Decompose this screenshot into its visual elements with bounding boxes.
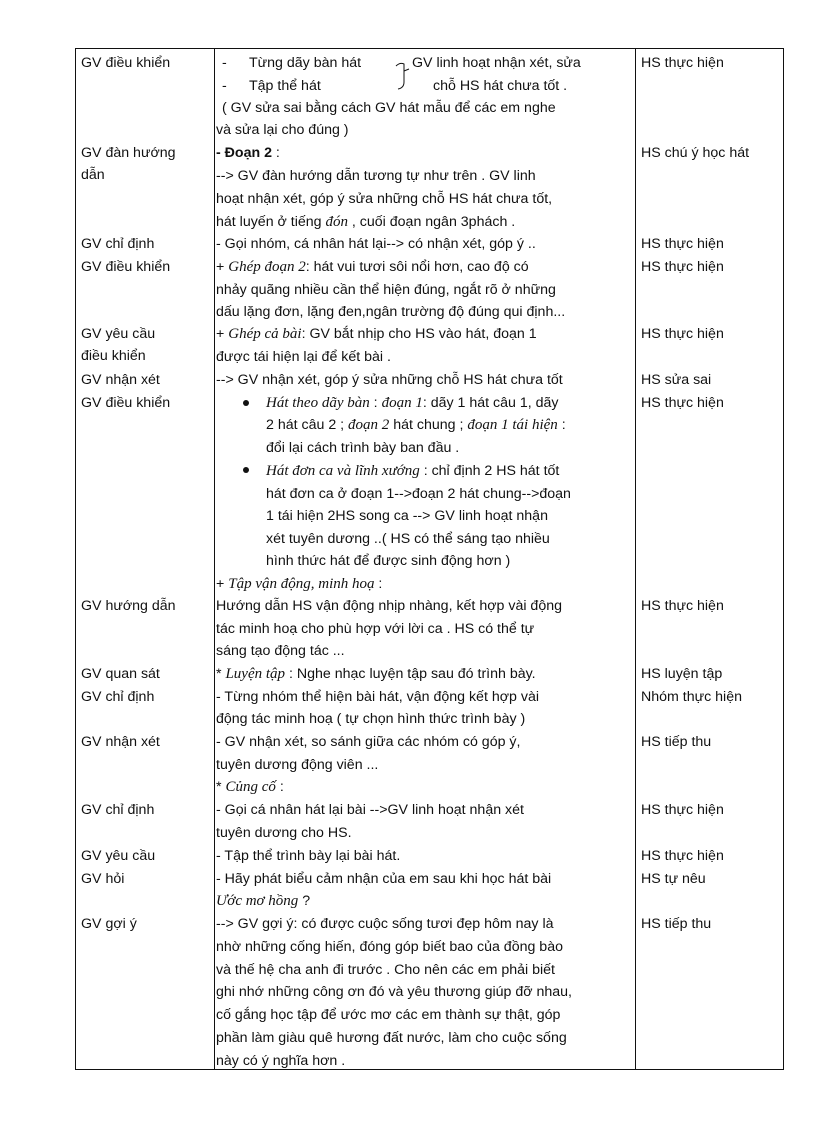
activity-text-line	[216, 822, 352, 844]
text-segment: : hát vui tươi sôi nổi hơn, cao độ có	[305, 259, 529, 275]
text-segment: --> GV gợi ý: có được cuộc sống tươi đẹp hôm nay là	[216, 916, 554, 932]
text-segment: *	[216, 779, 226, 795]
bullet-icon	[243, 400, 249, 406]
teacher-activity: GV điều khiển	[81, 395, 171, 411]
student-activity: HS tiếp thu	[641, 734, 712, 750]
text-segment: :	[275, 779, 284, 795]
student-activity: Nhóm thực hiện	[641, 689, 742, 705]
activity-text-line	[216, 799, 524, 821]
column-divider	[214, 49, 215, 1069]
text-segment: đón	[325, 214, 348, 230]
activity-text-line	[216, 731, 520, 753]
activity-text-line	[216, 708, 525, 730]
text-segment: :	[271, 145, 280, 161]
activity-text-line	[216, 165, 536, 187]
text-segment: +	[216, 576, 229, 592]
activity-text-line	[222, 75, 227, 97]
student-activity: HS chú ý học hát	[641, 145, 750, 161]
text-segment: nhảy quãng nhiều cần thể hiện đúng, ngắt rõ ở những	[216, 282, 556, 298]
activity-text-line	[216, 959, 555, 981]
text-segment: chỗ HS hát chưa tốt .	[433, 78, 568, 94]
text-segment: Hướng dẫn HS vận động nhịp nhàng, kết hợp vài động	[216, 598, 562, 614]
text-segment: hình thức hát để được sinh động hơn )	[266, 553, 511, 569]
activity-text-line	[216, 686, 539, 708]
text-segment: : GV bắt nhịp cho HS vào hát, đoạn 1	[301, 326, 537, 342]
activity-text-line	[216, 119, 349, 141]
text-segment: được tái hiện lại để kết bài .	[216, 349, 391, 365]
student-activity: HS thực hiện	[641, 326, 724, 342]
activity-text-line	[216, 1004, 560, 1026]
text-segment: Hát đơn ca và lĩnh xướng	[266, 463, 420, 479]
student-activity: HS thực hiện	[641, 236, 724, 252]
teacher-activity: GV nhận xét	[81, 734, 160, 750]
activity-text-line	[216, 618, 534, 640]
activity-text-line	[216, 323, 537, 345]
teacher-activity: GV nhận xét	[81, 372, 160, 388]
teacher-activity: GV hỏi	[81, 871, 125, 887]
teacher-activity: GV quan sát	[81, 666, 160, 682]
text-segment: và thế hệ cha anh đi trước . Cho nên các em phải biết	[216, 962, 556, 978]
activity-text-line	[216, 279, 556, 301]
text-segment: đoạn 2	[348, 417, 390, 433]
student-activity: HS tự nêu	[641, 871, 706, 887]
teacher-activity: GV đàn hướng	[81, 145, 176, 161]
text-segment: - GV nhận xét, so sánh giữa các nhóm có góp ý,	[216, 734, 521, 750]
activity-text-line	[216, 369, 563, 391]
text-segment: phần làm giàu quê hương đất nước, làm cho cuộc sống	[216, 1030, 567, 1046]
text-segment: GV linh hoạt nhận xét, sửa	[412, 55, 581, 71]
text-segment: Tập vận động, minh hoạ	[228, 576, 375, 592]
text-segment: : dãy 1 hát câu 1, dãy	[422, 395, 559, 411]
text-segment: Củng cố	[225, 779, 276, 795]
teacher-activity: GV yêu cầu	[81, 848, 156, 864]
activity-text-line	[222, 52, 227, 74]
text-segment: động tác minh hoạ ( tự chọn hình thức trình bày )	[216, 711, 526, 727]
text-segment: :	[369, 395, 382, 411]
teacher-activity: GV điều khiển	[81, 55, 171, 71]
activity-text-line	[266, 414, 566, 436]
activity-text-line	[266, 483, 571, 505]
student-activity: HS thực hiện	[641, 55, 724, 71]
activity-text-line	[249, 75, 321, 97]
text-segment: - Hãy phát biểu cảm nhận của em sau khi học hát bài	[216, 871, 552, 887]
text-segment: -	[222, 78, 227, 94]
text-segment: Hát theo dãy bàn	[266, 395, 370, 411]
text-segment: +	[216, 259, 229, 275]
activity-text-line	[266, 550, 510, 572]
text-segment: hát luyến ở tiếng	[216, 214, 326, 230]
activity-text-line	[216, 595, 562, 617]
text-segment: này có ý nghĩa hơn .	[216, 1053, 346, 1069]
text-segment: ghi nhớ những công ơn đó và yêu thương giúp đỡ nhau,	[216, 984, 572, 1000]
text-segment: +	[216, 326, 229, 342]
text-segment: - Từng nhóm thể hiện bài hát, vận động kết hợp vài	[216, 689, 539, 705]
text-segment: : chỉ định 2 HS hát tốt	[419, 463, 560, 479]
activity-text-line	[216, 188, 552, 210]
teacher-activity: điều khiển	[81, 348, 146, 364]
activity-text-line	[266, 460, 559, 482]
text-segment: đoạn 1	[381, 395, 423, 411]
activity-text-line	[222, 97, 556, 119]
text-segment: Ghép cả bài	[228, 326, 302, 342]
teacher-activity: GV chỉ định	[81, 802, 155, 818]
student-activity: HS thực hiện	[641, 395, 724, 411]
activity-text-line	[266, 392, 558, 414]
activity-text-line	[216, 211, 515, 233]
text-segment: Từng dãy bàn hát	[249, 55, 362, 71]
text-segment: tuyên dương cho HS.	[216, 825, 352, 841]
text-segment: - Gọi cá nhân hát lại bài -->GV linh hoạt nhận xét	[216, 802, 524, 818]
activity-text-line	[216, 890, 310, 912]
text-segment: xét tuyên dương ..( HS có thể sáng tạo nhiều	[266, 531, 550, 547]
text-segment: hát đơn ca ở đoạn 1-->đoạn 2 hát chung-->đoạn	[266, 486, 571, 502]
text-segment: , cuối đoạn ngân 3phách .	[347, 214, 516, 230]
text-segment: - Gọi nhóm, cá nhân hát lại--> có nhận xét, góp ý ..	[216, 236, 536, 252]
student-activity: HS sửa sai	[641, 372, 712, 388]
activity-text-line	[266, 528, 550, 550]
activity-text-line	[216, 640, 345, 662]
text-segment: cố gắng học tập để ước mơ các em thành sự thật, góp	[216, 1007, 561, 1023]
activity-text-line	[433, 75, 567, 97]
text-segment: 2 hát câu 2 ;	[266, 417, 349, 433]
activity-text-line	[216, 1027, 567, 1049]
activity-text-line	[216, 1050, 345, 1072]
student-activity: HS thực hiện	[641, 259, 724, 275]
activity-text-line	[216, 346, 391, 368]
text-segment: tuyên dương động viên ...	[216, 757, 379, 773]
text-segment: đổi lại cách trình bày ban đầu .	[266, 440, 460, 456]
activity-text-line	[216, 142, 280, 164]
text-segment: :	[557, 417, 566, 433]
activity-text-line	[216, 913, 554, 935]
teacher-activity: GV yêu cầu	[81, 326, 156, 342]
bullet-icon	[243, 467, 249, 473]
text-segment: nhờ những cống hiến, đóng góp biết bao của đồng bào	[216, 939, 563, 955]
text-segment: hát chung ;	[389, 417, 468, 433]
activity-text-line	[216, 936, 563, 958]
text-segment: và sửa lại cho đúng )	[216, 122, 349, 138]
text-segment: tác minh hoạ cho phù hợp với lời ca . HS có thể tự	[216, 621, 535, 637]
student-activity: HS thực hiện	[641, 802, 724, 818]
activity-text-line	[412, 52, 581, 74]
teacher-activity: GV hướng dẫn	[81, 598, 176, 614]
student-activity: HS tiếp thu	[641, 916, 712, 932]
text-segment: --> GV đàn hướng dẫn tương tự như trên . GV linh	[216, 168, 536, 184]
teacher-activity: dẫn	[81, 167, 105, 183]
text-segment: *	[216, 666, 226, 682]
teacher-activity: GV chỉ định	[81, 689, 155, 705]
activity-text-line	[216, 573, 382, 595]
student-activity: HS thực hiện	[641, 598, 724, 614]
text-segment: Ghép đoạn 2	[228, 259, 306, 275]
text-segment: :	[374, 576, 383, 592]
text-segment: 1 tái hiện 2HS song ca --> GV linh hoạt nhận	[266, 508, 548, 524]
text-segment: : Nghe nhạc luyện tập sau đó trình bày.	[285, 666, 536, 682]
activity-text-line	[216, 301, 565, 323]
column-divider	[635, 49, 636, 1069]
text-segment: ( GV sửa sai bằng cách GV hát mẫu để các em nghe	[222, 100, 556, 116]
text-segment: đoạn 1 tái hiện	[467, 417, 558, 433]
activity-text-line	[249, 52, 361, 74]
activity-text-line	[216, 845, 400, 867]
teacher-activity: GV chỉ định	[81, 236, 155, 252]
text-segment: --> GV nhận xét, góp ý sửa những chỗ HS hát chưa tốt	[216, 372, 563, 388]
student-activity: HS luyện tập	[641, 666, 723, 682]
text-segment: hoạt nhận xét, góp ý sửa những chỗ HS hát chưa tốt,	[216, 191, 553, 207]
text-segment: Ước mơ hồng	[216, 893, 299, 909]
activity-text-line	[216, 868, 551, 890]
text-segment: ?	[298, 893, 311, 909]
text-segment: dấu lặng đơn, lặng đen,ngân trường độ đúng qui định...	[216, 304, 566, 320]
activity-text-line	[216, 981, 572, 1003]
text-segment: -	[222, 55, 227, 71]
activity-text-line	[216, 256, 529, 278]
text-segment: - Tập thể trình bày lại bài hát.	[216, 848, 401, 864]
activity-text-line	[266, 437, 459, 459]
text-segment: Luyện tập	[225, 666, 286, 682]
text-segment: Tập thể hát	[249, 78, 321, 94]
text-segment: sáng tạo động tác ...	[216, 643, 345, 659]
activity-text-line	[216, 776, 284, 798]
activity-text-line	[216, 754, 378, 776]
activity-text-line	[266, 505, 548, 527]
brace-icon	[394, 56, 416, 96]
teacher-activity: GV điều khiển	[81, 259, 171, 275]
activity-text-line	[216, 233, 536, 255]
student-activity: HS thực hiện	[641, 848, 724, 864]
activity-text-line	[216, 663, 536, 685]
teacher-activity: GV gợi ý	[81, 916, 137, 932]
text-segment: - Đoạn 2	[216, 145, 272, 161]
